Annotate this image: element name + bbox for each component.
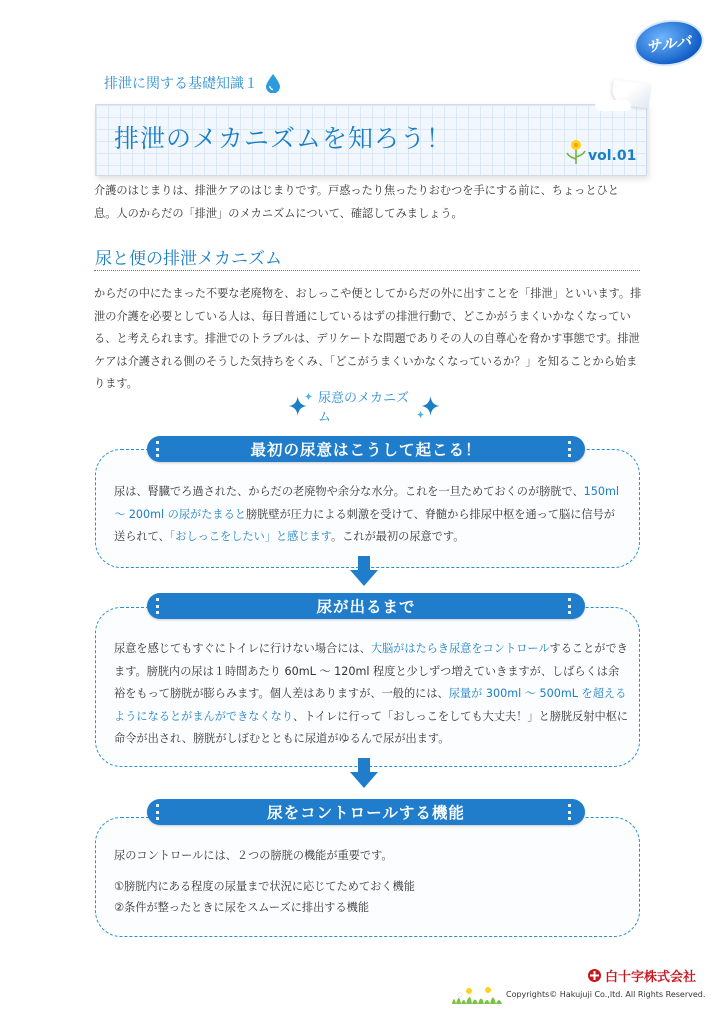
volume-label: vol.01 xyxy=(588,148,637,164)
series-label xyxy=(104,73,280,93)
box-2-text-part: 、トイレに行って「おしっこをしても大丈夫！」と膀胱反射中枢に命令が出され、膀胱がしぼむとともに尿道がゆるんで尿が出ます。 xyxy=(114,709,629,745)
flower-icon xyxy=(563,135,589,165)
box-1-highlight: 「おしっこをしたい」と感じます xyxy=(169,530,332,543)
down-arrow-icon xyxy=(350,556,378,586)
brand-logo xyxy=(633,18,704,69)
box-2-title: 尿が出るまで xyxy=(147,593,585,619)
grass-icon xyxy=(450,984,506,1004)
box-1-text-part: 。これが最初の尿意です。 xyxy=(331,530,465,543)
box-1-text-part: 膀胱壁が圧力による刺激を受けて、脊髄から排尿中枢を通って脳に信号が送られて、 xyxy=(114,507,615,543)
series-label-text: 排泄に関する基礎知識１ xyxy=(104,76,258,92)
cloud-decoration xyxy=(595,100,631,111)
subheading-text: 尿意のメカニズム xyxy=(317,391,409,425)
subheading xyxy=(285,389,445,423)
box-3-item: ①膀胱内にある程度の尿量まで状況に応じてためておく機能 xyxy=(114,880,415,893)
box-2-text xyxy=(114,638,629,751)
box-1-text xyxy=(114,481,624,549)
box-2-text-part: することができます。膀胱内の尿は１時間あたり 60mL ～ 120ml 程度と少しずつ増えていきますが、しばらくは余裕をもって膀胱が膨らみます。個人差はありますが、一般的には、 xyxy=(114,642,628,700)
section-body: からだの中にたまった不要な老廃物を、おしっこや便としてからだの外に出すことを「排泄」といいます。排泄の介護を必要としている人は、毎日普通にしているはずの排泄行動で、どこかがうまくいかなくなっている、と考えられます。排泄でのトラブルは、デリケートな問題でありその人の自尊心を脅かす事態です。排泄ケアは介護される側のそうした気持ちをくみ、「どこがうまくいかなくなっているか？」を知ることから始まります。 xyxy=(94,287,642,390)
box-1-highlight: 150ml ～ 200ml の尿がたまると xyxy=(114,485,620,521)
company-name-text: 白十字株式会社 xyxy=(605,970,697,985)
page-title: 排泄のメカニズムを知ろう！ xyxy=(114,124,453,153)
company-name xyxy=(588,966,696,985)
sparkle-icon xyxy=(416,389,445,423)
box-1-title: 最初の尿意はこうして起こる！ xyxy=(147,436,585,462)
box-2-text-part: 尿意を感じてもすぐにトイレに行けない場合には、 xyxy=(114,642,371,655)
brand-logo-text: サルバ xyxy=(644,31,694,56)
section-divider xyxy=(94,270,640,271)
red-cross-icon xyxy=(588,969,601,982)
water-drop-icon xyxy=(266,74,280,93)
box-3-title: 尿をコントロールする機能 xyxy=(147,799,585,825)
sparkle-icon xyxy=(285,389,314,423)
cloud-decoration xyxy=(548,86,600,100)
box-3-item: ②条件が整ったときに尿をスムーズに排出する機能 xyxy=(114,901,370,914)
box-2-highlight: 尿量が 300ml ～ 500mL を超えるようになるとがまんができなくなり xyxy=(114,687,627,723)
section-title: 尿と便の排泄メカニズム xyxy=(95,249,282,269)
copyright-text: Copyrights© Hakujuji Co.,ltd. All Rights Reserved. xyxy=(506,990,706,999)
box-3-intro: 尿のコントロールには、２つの膀胱の機能が重要です。 xyxy=(114,849,393,862)
box-2-highlight: 大脳がはたらき尿意をコントロール xyxy=(370,642,550,655)
down-arrow-icon xyxy=(350,758,378,788)
intro-paragraph: 介護のはじまりは、排泄ケアのはじまりです。戸惑ったり焦ったりおむつを手にする前に、ちょっとひと息。人のからだの「排泄」のメカニズムについて、確認してみましょう。 xyxy=(94,184,619,220)
box-1-text-part: 尿は、腎臓でろ過された、からだの老廃物や余分な水分。これを一旦ためておくのが膀胱で、 xyxy=(114,485,584,498)
